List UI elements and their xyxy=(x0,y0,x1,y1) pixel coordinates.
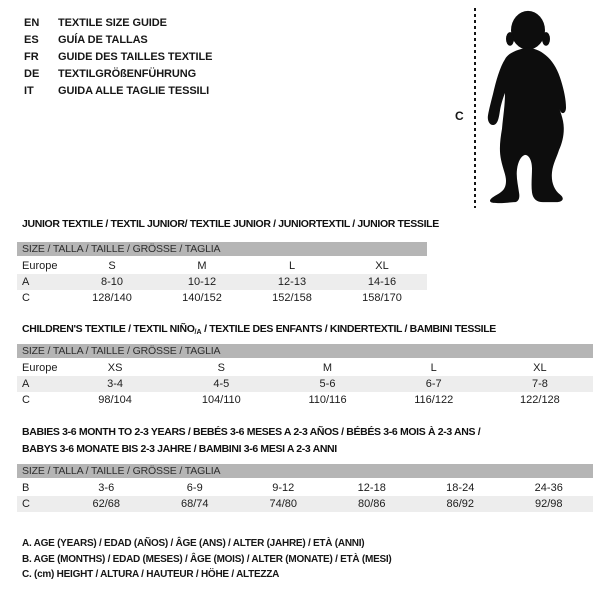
table-cell: 128/140 xyxy=(92,292,132,304)
size-header-bar: SIZE / TALLA / TAILLE / GRÖSSE / TAGLIA xyxy=(17,242,427,256)
language-row-fr xyxy=(24,48,212,65)
language-row-es xyxy=(24,31,212,48)
table-row-b xyxy=(17,480,593,496)
table-cell: 62/68 xyxy=(92,498,121,510)
table-cell: XL xyxy=(375,260,389,272)
table-cell: 4-5 xyxy=(213,378,230,390)
table-row-a xyxy=(17,376,593,392)
children-size-table xyxy=(17,344,593,408)
table-cell: 152/158 xyxy=(272,292,312,304)
table-cell: L xyxy=(288,260,296,272)
size-header-bar: SIZE / TALLA / TAILLE / GRÖSSE / TAGLIA xyxy=(17,344,593,358)
language-code: ES xyxy=(24,33,39,46)
table-row-a xyxy=(17,274,427,290)
row-label: C xyxy=(22,498,30,510)
babies-size-table xyxy=(17,464,593,512)
table-cell: L xyxy=(430,362,437,374)
table-cell: 3-4 xyxy=(107,378,124,390)
table-cell: 140/152 xyxy=(182,292,222,304)
language-code: IT xyxy=(24,84,34,97)
table-cell: 9-12 xyxy=(272,482,295,494)
table-row-c xyxy=(17,290,427,306)
baby-silhouette-icon xyxy=(482,9,570,207)
table-cell: 8-10 xyxy=(100,276,124,288)
table-cell: 24-36 xyxy=(534,482,563,494)
section-title-babies xyxy=(22,424,480,458)
table-cell: 116/122 xyxy=(414,394,454,406)
table-cell: 110/116 xyxy=(308,394,347,406)
language-title: GUIDA ALLE TAGLIE TESSILI xyxy=(58,84,210,97)
table-cell: XS xyxy=(107,362,123,374)
table-cell: 6-9 xyxy=(186,482,203,494)
section-title-text: CHILDREN'S TEXTILE / TEXTIL NIÑO xyxy=(22,323,195,335)
table-row-europe xyxy=(17,258,427,274)
row-label: A xyxy=(22,378,30,390)
legend-line-b: B. AGE (MONTHS) / EDAD (MESES) / ÂGE (MOIS) / ALTER (MONATE) / ETÀ (MESI) xyxy=(22,553,392,565)
table-row-c xyxy=(17,496,593,512)
legend xyxy=(22,536,392,583)
table-cell: 12-18 xyxy=(357,482,386,494)
table-cell: 7-8 xyxy=(531,378,548,390)
table-cell: 98/104 xyxy=(98,394,132,406)
row-label: C xyxy=(22,292,30,304)
language-title-list xyxy=(24,14,212,99)
size-header-bar: SIZE / TALLA / TAILLE / GRÖSSE / TAGLIA xyxy=(17,464,593,478)
language-row-de xyxy=(24,65,212,82)
table-cell: 86/92 xyxy=(446,498,475,510)
table-cell: 12-13 xyxy=(277,276,307,288)
language-code: FR xyxy=(24,50,39,63)
language-title: TEXTILGRÖßENFÜHRUNG xyxy=(58,67,197,80)
section-title-junior: JUNIOR TEXTILE / TEXTIL JUNIOR/ TEXTILE JUNIOR / JUNIORTEXTIL / JUNIOR TESSILE xyxy=(22,218,439,230)
table-row-c xyxy=(17,392,593,408)
section-title-text: / TEXTILE DES ENFANTS / KINDERTEXTIL / BAMBINI TESSILE xyxy=(201,323,496,335)
language-code: DE xyxy=(24,67,40,80)
table-row-europe xyxy=(17,360,593,376)
height-label-c: C xyxy=(455,109,464,123)
row-label: A xyxy=(22,276,30,288)
section-title-line: BABIES 3-6 MONTH TO 2-3 YEARS / BEBÉS 3-6 MESES A 2-3 AÑOS / BÉBÉS 3-6 MOIS À 2-3 ANS / xyxy=(22,426,481,438)
row-label: C xyxy=(22,394,30,406)
row-label: Europe xyxy=(22,260,58,272)
section-title-subscript: /A xyxy=(194,329,202,336)
language-row-it xyxy=(24,82,212,99)
table-cell: S xyxy=(217,362,225,374)
table-cell: 6-7 xyxy=(425,378,442,390)
table-cell: 68/74 xyxy=(180,498,209,510)
table-cell: XL xyxy=(533,362,547,374)
section-title-line: BABYS 3-6 MONATE BIS 2-3 JAHRE / BAMBINI 3-6 MESI A 2-3 ANNI xyxy=(22,443,337,455)
table-cell: 10-12 xyxy=(187,276,217,288)
table-cell: S xyxy=(108,260,116,272)
legend-line-c: C. (cm) HEIGHT / ALTURA / HAUTEUR / HÖHE / ALTEZZA xyxy=(22,569,280,580)
table-cell: 92/98 xyxy=(534,498,563,510)
table-cell: 122/128 xyxy=(520,394,560,406)
language-code: EN xyxy=(24,16,40,29)
table-cell: 5-6 xyxy=(319,378,336,390)
table-cell: M xyxy=(197,260,207,272)
language-row-en xyxy=(24,14,212,31)
row-label: B xyxy=(22,482,30,494)
language-title: GUIDE DES TAILLES TEXTILE xyxy=(58,50,213,63)
table-cell: 18-24 xyxy=(446,482,475,494)
language-title: GUÍA DE TALLAS xyxy=(58,33,148,46)
table-cell: 74/80 xyxy=(269,498,298,510)
table-cell: 14-16 xyxy=(367,276,397,288)
table-cell: 158/170 xyxy=(362,292,402,304)
junior-size-table xyxy=(17,242,427,306)
language-title: TEXTILE SIZE GUIDE xyxy=(58,16,167,29)
table-cell: 3-6 xyxy=(98,482,115,494)
table-cell: M xyxy=(322,362,333,374)
row-label: Europe xyxy=(22,362,58,374)
table-cell: 104/110 xyxy=(201,394,241,406)
section-title-children xyxy=(22,321,496,341)
height-measure-line xyxy=(474,8,476,208)
legend-line-a: A. AGE (YEARS) / EDAD (AÑOS) / ÂGE (ANS) / ALTER (JAHRE) / ETÀ (ANNI) xyxy=(22,538,365,549)
table-cell: 80/86 xyxy=(357,498,386,510)
